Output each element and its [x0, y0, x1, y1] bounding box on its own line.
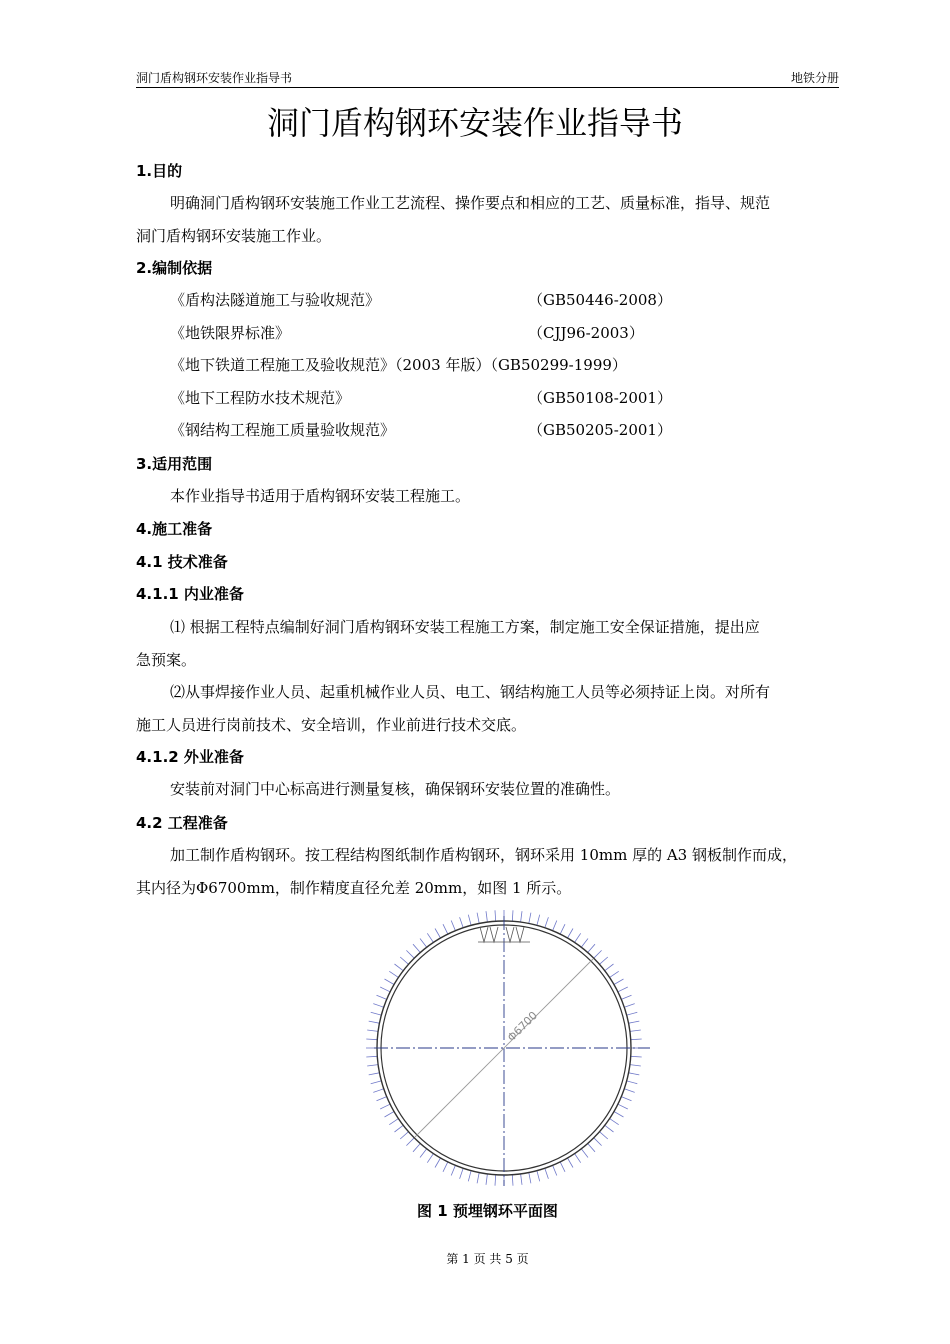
anchor-tick: [435, 1158, 441, 1168]
anchor-tick: [389, 971, 398, 977]
anchor-tick: [395, 1125, 404, 1132]
reference-name: 《地铁限界标准》: [170, 324, 291, 342]
anchor-tick: [614, 1112, 624, 1118]
anchor-tick: [618, 987, 628, 992]
anchor-tick: [630, 1065, 641, 1066]
section-4-heading: 4.施工准备: [136, 520, 213, 538]
section-4-2-heading: 4.2 工程准备: [136, 814, 228, 832]
anchor-tick: [377, 1097, 387, 1101]
anchor-tick: [521, 1174, 522, 1185]
anchor-tick: [594, 950, 602, 958]
anchor-tick: [629, 1021, 640, 1023]
anchor-tick: [553, 921, 557, 931]
header-volume: 地铁分册: [790, 71, 839, 85]
anchor-tick: [443, 924, 448, 934]
anchor-tick: [420, 1149, 427, 1158]
anchor-tick: [575, 933, 581, 942]
anchor-tick: [521, 911, 522, 922]
anchor-tick: [413, 944, 420, 952]
anchor-tick: [367, 1065, 378, 1066]
anchor-tick: [366, 1039, 377, 1040]
anchor-tick: [385, 1112, 395, 1118]
anchor-tick: [413, 1144, 420, 1152]
figure-caption: 图 1 预埋钢环平面图: [417, 1202, 558, 1220]
anchor-tick: [600, 1132, 608, 1139]
item-1-line1: ⑴ 根据工程特点编制好洞门盾构钢环安装工程施工方案，制定施工安全保证措施，提出应: [170, 618, 760, 636]
section-2-heading: 2.编制依据: [136, 259, 213, 277]
anchor-tick: [435, 929, 441, 939]
anchor-tick: [477, 913, 479, 924]
anchor-tick: [575, 1154, 581, 1163]
anchor-tick: [529, 1173, 531, 1184]
anchor-tick: [427, 1154, 433, 1163]
header-doc-title: 洞门盾构钢环安装作业指导书: [136, 71, 293, 85]
anchor-tick: [495, 910, 496, 921]
anchor-tick: [581, 1149, 588, 1158]
anchor-tick: [621, 995, 631, 999]
section-1-text-line2: 洞门盾构钢环安装施工作业。: [136, 227, 332, 245]
diameter-label: Φ6700: [504, 1009, 541, 1045]
reference-code: （GB50446-2008）: [528, 291, 672, 309]
anchor-tick: [610, 971, 619, 977]
anchor-tick: [477, 1173, 479, 1184]
anchor-tick: [631, 1056, 642, 1057]
anchor-tick: [451, 1165, 455, 1175]
anchor-tick: [389, 1119, 398, 1125]
steel-ring-drawing: [360, 906, 660, 1191]
anchor-tick: [377, 995, 387, 999]
section-4-2-text-line1: 加工制作盾构钢环。按工程结构图纸制作盾构钢环，钢环采用 10mm 厚的 A3 钢板制作而成，: [170, 846, 797, 864]
reference-name: 《地下工程防水技术规范》: [170, 389, 351, 407]
page-footer: 第 1 页 共 5 页: [446, 1252, 529, 1266]
reference-code: （GB50205-2001）: [528, 421, 672, 439]
anchor-tick: [512, 910, 513, 921]
anchor-tick: [594, 1138, 602, 1146]
anchor-tick: [600, 957, 608, 964]
anchor-tick: [618, 1104, 628, 1109]
reference-name: 《盾构法隧道施工与验收规范》: [170, 291, 381, 309]
anchor-tick: [605, 1125, 614, 1132]
anchor-tick: [553, 1165, 557, 1175]
anchor-tick: [588, 1144, 595, 1152]
section-3-heading: 3.适用范围: [136, 455, 213, 473]
section-4-1-2-text: 安装前对洞门中心标高进行测量复核，确保钢环安装位置的准确性。: [170, 780, 621, 798]
section-4-1-2-heading: 4.1.2 外业准备: [136, 748, 244, 766]
document-title: 洞门盾构钢环安装作业指导书: [266, 104, 683, 142]
anchor-tick: [371, 1012, 382, 1015]
section-1-heading: 1.目的: [136, 162, 183, 180]
anchor-tick: [443, 1162, 448, 1172]
anchor-tick: [568, 1158, 574, 1168]
anchor-tick: [614, 979, 624, 985]
item-1-line2: 急预案。: [136, 651, 197, 669]
anchor-tick: [588, 944, 595, 952]
anchor-tick: [395, 964, 404, 971]
anchor-tick: [451, 921, 455, 931]
anchor-tick: [460, 1168, 464, 1178]
reference-code: （CJJ96-2003）: [528, 324, 644, 342]
anchor-tick: [537, 915, 540, 926]
anchor-tick: [385, 979, 395, 985]
anchor-tick: [495, 1175, 496, 1186]
anchor-tick: [380, 1104, 390, 1109]
page-header: [136, 70, 839, 88]
anchor-tick: [624, 1089, 634, 1093]
anchor-tick: [545, 1168, 549, 1178]
anchor-tick: [380, 987, 390, 992]
anchor-tick: [630, 1030, 641, 1031]
anchor-tick: [568, 929, 574, 939]
anchor-tick: [468, 1171, 471, 1182]
anchor-tick: [545, 917, 549, 927]
item-2-line2: 施工人员进行岗前技术、安全培训，作业前进行技术交底。: [136, 716, 527, 734]
anchor-tick: [369, 1073, 380, 1075]
section-4-1-1-heading: 4.1.1 内业准备: [136, 585, 244, 603]
anchor-tick: [400, 1132, 408, 1139]
anchor-tick: [560, 924, 565, 934]
anchor-tick: [621, 1097, 631, 1101]
anchor-tick: [367, 1030, 378, 1031]
section-4-1-heading: 4.1 技术准备: [136, 553, 228, 571]
reference-name: 《地下铁道工程施工及验收规范》（2003 年版）（GB50299-1999）: [170, 356, 627, 374]
anchor-tick: [371, 1081, 382, 1084]
anchor-tick: [427, 933, 433, 942]
anchor-tick: [400, 957, 408, 964]
anchor-tick: [486, 911, 487, 922]
anchor-tick: [581, 939, 588, 948]
reference-code: （GB50108-2001）: [528, 389, 672, 407]
anchor-tick: [373, 1004, 383, 1008]
anchor-tick: [605, 964, 614, 971]
section-3-text: 本作业指导书适用于盾构钢环安装工程施工。: [170, 487, 471, 505]
anchor-tick: [369, 1021, 380, 1023]
anchor-tick: [560, 1162, 565, 1172]
anchor-tick: [406, 1138, 414, 1146]
section-4-2-text-line2: 其内径为Φ6700mm，制作精度直径允差 20mm，如图 1 所示。: [136, 879, 572, 897]
anchor-tick: [631, 1039, 642, 1040]
anchor-tick: [627, 1012, 638, 1015]
anchor-tick: [420, 939, 427, 948]
anchor-tick: [629, 1073, 640, 1075]
anchor-tick: [486, 1174, 487, 1185]
anchor-tick: [366, 1056, 377, 1057]
anchor-tick: [624, 1004, 634, 1008]
anchor-tick: [610, 1119, 619, 1125]
item-2-line1: ⑵从事焊接作业人员、起重机械作业人员、电工、钢结构施工人员等必须持证上岗。对所有: [170, 683, 771, 701]
anchor-tick: [537, 1171, 540, 1182]
anchor-tick: [460, 917, 464, 927]
anchor-tick: [529, 913, 531, 924]
anchor-tick: [627, 1081, 638, 1084]
anchor-tick: [373, 1089, 383, 1093]
anchor-tick: [512, 1175, 513, 1186]
reference-name: 《钢结构工程施工质量验收规范》: [170, 421, 396, 439]
anchor-tick: [468, 915, 471, 926]
section-1-text-line1: 明确洞门盾构钢环安装施工作业工艺流程、操作要点和相应的工艺、质量标准，指导、规范: [170, 194, 771, 212]
steel-ring-plan-svg: [360, 906, 660, 1191]
anchor-tick: [406, 950, 414, 958]
